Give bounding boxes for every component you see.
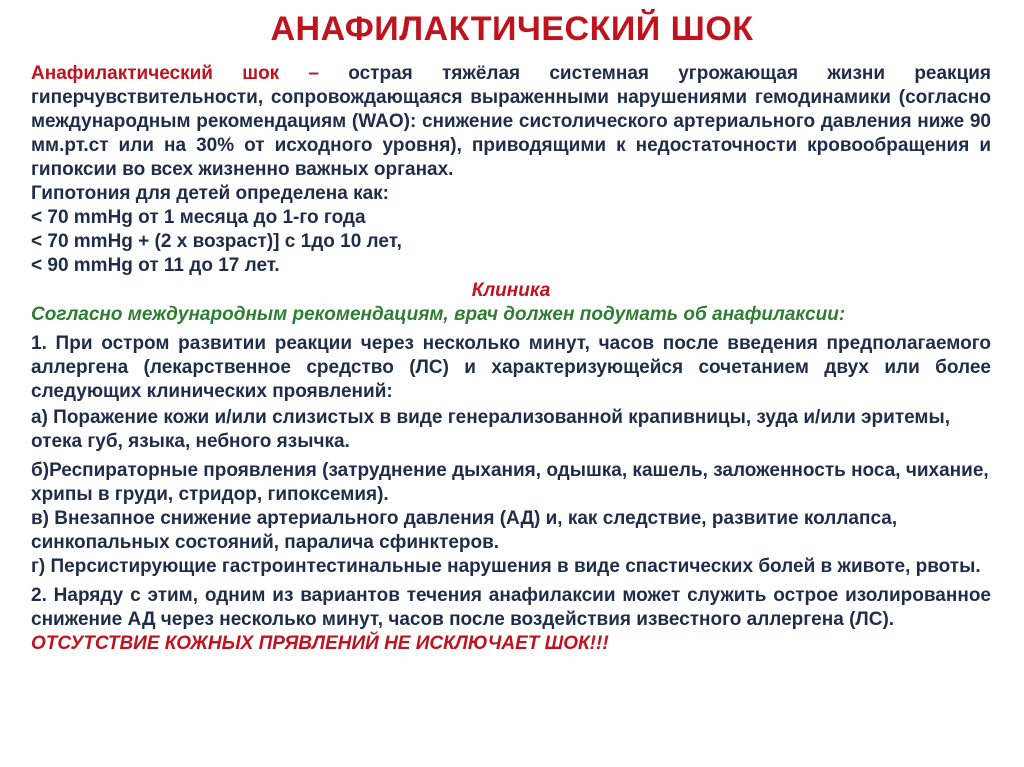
hypotension-item: < 70 mmHg + (2 х возраст)] с 1до 10 лет, <box>31 231 402 252</box>
criteria-sub-g: г) Персистирующие гастроинтестинальные нарушения в виде спастических болей в животе, рвоты. <box>31 556 981 577</box>
warning-text: ОТСУТСТВИЕ КОЖНЫХ ПРЯВЛЕНИЙ НЕ ИСКЛЮЧАЕТ ШОК!!! <box>31 633 609 654</box>
criteria-sub-v: в) Внезапное снижение артериального давления (АД) и, как следствие, развитие коллапса, синкопальных состояний, паралича сфинктеров. <box>31 508 898 553</box>
clinic-intro: Согласно международным рекомендациям, врач должен подумать об анафилаксии: <box>31 304 846 325</box>
hypotension-item: < 90 mmHg от 11 до 17 лет. <box>31 255 280 276</box>
definition-paragraph <box>31 62 991 182</box>
criteria-item-1: 1. При остром развитии реакции через несколько минут, часов после введения предполагаемого аллергена (лекарственное средство (ЛС) и характеризующейся сочетанием двух или более следующих клинических проявлений: <box>31 333 991 402</box>
page-title: АНАФИЛАКТИЧЕСКИЙ ШОК <box>270 10 754 48</box>
criteria-sub-b: б)Респираторные проявления (затруднение дыхания, одышка, кашель, заложенность носа, чихание, хрипы в груди, стридор, гипоксемия). <box>31 460 989 505</box>
definition-term: Анафилактический шок – <box>31 63 319 84</box>
hypotension-heading: Гипотония для детей определена как: <box>31 183 389 204</box>
clinic-heading: Клиника <box>471 280 551 301</box>
criteria-sub-a: а) Поражение кожи и/или слизистых в виде генерализованной крапивницы, зуда и/или эритемы, отека губ, языка, небного язычка. <box>31 407 950 452</box>
criteria-item-2: 2. Наряду с этим, одним из вариантов течения анафилаксии может служить острое изолированное снижение АД через несколько минут, часов после воздействия известного аллергена (ЛС). <box>31 585 991 630</box>
slide-content <box>31 62 991 656</box>
hypotension-item: < 70 mmHg от 1 месяца до 1-го года <box>31 207 366 228</box>
definition-text: острая тяжёлая системная угрожающая жизни реакция гиперчувствительности, сопровождающаяся выраженными нарушениями гемодинамики (согласно международным рекомендациям (WAO): снижение систолического артериального давления ниже 90 мм.рт.ст или на 30% от исходного уровня), приводящими к недостаточности кровообращения и гипоксии во всех жизненно важных органах. <box>31 63 992 180</box>
